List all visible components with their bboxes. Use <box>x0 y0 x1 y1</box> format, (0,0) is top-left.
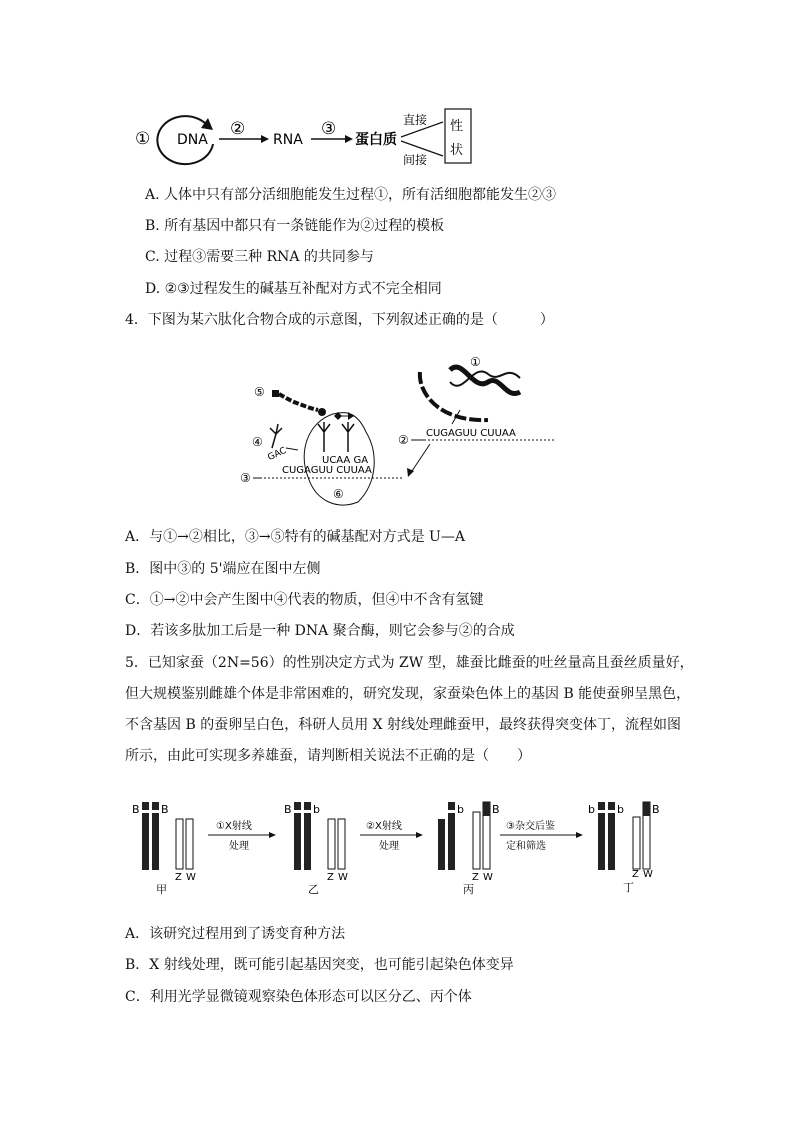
bing-label: 丙 <box>463 883 474 896</box>
yi-gene-b: b <box>313 803 320 816</box>
jia-z-chrom <box>176 819 183 869</box>
q3-option-c: C. 过程③需要三种 RNA 的共同参与 <box>145 249 374 265</box>
ding-gene-b-left: b <box>588 803 595 816</box>
transcription-label: ② <box>230 119 246 139</box>
yi-label: 乙 <box>308 883 319 896</box>
jia-w-chrom <box>186 819 193 869</box>
q5-stem-line-1: 5．已知家蚕（2N=56）的性别决定方式为 ZW 型，雄蚕比雌蚕的吐丝量高且蚕丝质量好， <box>125 655 694 671</box>
yi-z-label: Z <box>327 872 334 883</box>
label-2: ② <box>398 433 409 447</box>
yi-z-chrom <box>328 819 335 869</box>
jia-z-label: Z <box>175 872 182 883</box>
free-trna-anticodon: GAC <box>266 445 289 464</box>
q3-option-a: A. 人体中只有部分活细胞能发生过程①，所有活细胞都能发生②③ <box>145 187 557 203</box>
anticodons: UCAA GA <box>322 455 369 466</box>
trna-in-ribosome-1 <box>318 422 330 452</box>
trait-label-1: 性 <box>450 119 464 134</box>
ding-chrom-2-band <box>608 810 615 813</box>
dna-label: DNA <box>177 132 208 148</box>
bing-chromosomes <box>438 802 500 896</box>
bing-z-label: Z <box>472 872 479 883</box>
step3-label-b: 定和筛选 <box>506 841 546 852</box>
central-dogma-figure <box>125 104 485 168</box>
yi-chrom-2-band <box>304 810 311 813</box>
q4-option-c: C．①→②中会产生图中④代表的物质，但④中不含有氢键 <box>125 592 484 608</box>
dna-helix-icon <box>450 367 520 393</box>
step1-arrowhead <box>269 832 276 838</box>
step2-arrowhead <box>416 832 423 838</box>
bing-gene-b: b <box>457 803 464 816</box>
replication-arrowhead <box>201 118 213 130</box>
q5-option-a: A．该研究过程用到了诱变育种方法 <box>125 926 346 942</box>
jia-gene-B-left: B <box>132 803 140 816</box>
step3-arrowhead <box>576 832 583 838</box>
replication-label: ① <box>135 129 151 149</box>
step3-label-a: ③杂交后鉴 <box>506 821 555 832</box>
trait-label-2: 状 <box>450 143 464 158</box>
jia-chrom-2-band <box>152 810 159 813</box>
label-1: ① <box>470 355 481 369</box>
transcription-arrowhead <box>261 135 269 143</box>
bing-w-translocated <box>483 802 490 816</box>
protein-label: 蛋白质 <box>355 132 397 148</box>
yi-chromosomes <box>284 802 348 896</box>
label-6: ⑥ <box>333 487 344 501</box>
q5-stem-line-2: 但大规模鉴别雌雄个体是非常困难的，研究发现，家蚕染色体上的基因 B 能使蚕卵呈黑色， <box>125 686 691 702</box>
jia-w-label: W <box>186 872 196 883</box>
ding-gene-b-right: b <box>617 803 624 816</box>
step2-label-a: ②X射线 <box>366 821 402 832</box>
free-trna <box>270 424 282 448</box>
yi-w-label: W <box>338 872 348 883</box>
bing-chrom-2-band <box>448 810 455 813</box>
yi-chrom-1-band <box>294 810 301 813</box>
mrna-seq-left: CUGAGUU CUUAA <box>282 465 372 476</box>
step1-label-a: ①X射线 <box>216 821 252 832</box>
step2-label-b: 处理 <box>379 841 399 852</box>
jia-chrom-1-band <box>142 810 149 813</box>
translation-arrowhead <box>345 135 353 143</box>
mrna-seq-right: CUGAGUU CUUAA <box>426 428 516 439</box>
rna-label: RNA <box>273 132 303 148</box>
q4-stem: 4．下图为某六肽化合物合成的示意图，下列叙述正确的是（ ） <box>125 312 554 328</box>
amino-acid-2 <box>318 408 326 416</box>
direct-label: 直接 <box>403 113 428 127</box>
jia-label: 甲 <box>156 883 167 896</box>
q3-option-d: D. ②③过程发生的碱基互补配对方式不完全相同 <box>145 281 442 297</box>
step1-label-b: 处理 <box>229 841 249 852</box>
yi-gene-B: B <box>284 803 292 816</box>
jia-gene-B-right: B <box>161 803 169 816</box>
amino-acid-1 <box>272 390 279 397</box>
bing-chrom-1 <box>438 819 445 870</box>
indirect-label: 间接 <box>403 153 428 167</box>
q4-option-b: B．图中③的 5'端应在图中左侧 <box>125 561 321 577</box>
ding-chromosomes <box>588 802 660 894</box>
ding-w-label: W <box>643 869 653 880</box>
yi-w-chrom <box>338 819 345 869</box>
q4-option-d: D．若该多肽加工后是一种 DNA 聚合酶，则它会参与②的合成 <box>125 623 515 639</box>
transfer-arrow <box>410 444 430 474</box>
ding-label: 丁 <box>623 881 634 894</box>
ding-gene-B: B <box>652 803 660 816</box>
q5-option-c: C．利用光学显微镜观察染色体形态可以区分乙、丙个体 <box>125 989 472 1005</box>
silkworm-chromosome-figure <box>128 797 673 897</box>
peptide-synthesis-figure <box>238 352 568 507</box>
jia-chromosomes <box>132 802 196 896</box>
ding-chrom-1-band <box>598 810 605 813</box>
label-3: ③ <box>240 471 251 485</box>
peptide-chain <box>279 394 318 410</box>
q5-stem-line-3: 不含基因 B 的蚕卵呈白色，科研人员用 X 射线处理雌蚕甲，最终获得突变体丁，流程如图 <box>125 717 682 733</box>
label-4: ④ <box>252 435 263 449</box>
q5-stem-line-4: 所示，由此可实现多养雄蚕，请判断相关说法不正确的是（ ） <box>125 748 531 764</box>
ding-z-chrom <box>633 817 640 869</box>
q5-option-b: B．X 射线处理，既可能引起基因突变，也可能引起染色体变异 <box>125 957 514 973</box>
q3-option-b: B. 所有基因中都只有一条链能作为②过程的模板 <box>145 218 445 234</box>
bing-z-chrom <box>473 812 480 869</box>
free-trna-arrow <box>286 448 298 450</box>
mrna-arc <box>420 372 488 420</box>
bing-gene-B: B <box>492 803 500 816</box>
q4-option-a: A．与①→②相比，③→⑤特有的碱基配对方式是 U—A <box>125 529 465 545</box>
label-5: ⑤ <box>254 385 265 399</box>
ding-w-translocated <box>643 802 650 816</box>
ding-z-label: Z <box>632 869 639 880</box>
trna-in-ribosome-2 <box>342 422 354 452</box>
translation-label: ③ <box>321 119 337 139</box>
bing-w-label: W <box>483 872 493 883</box>
